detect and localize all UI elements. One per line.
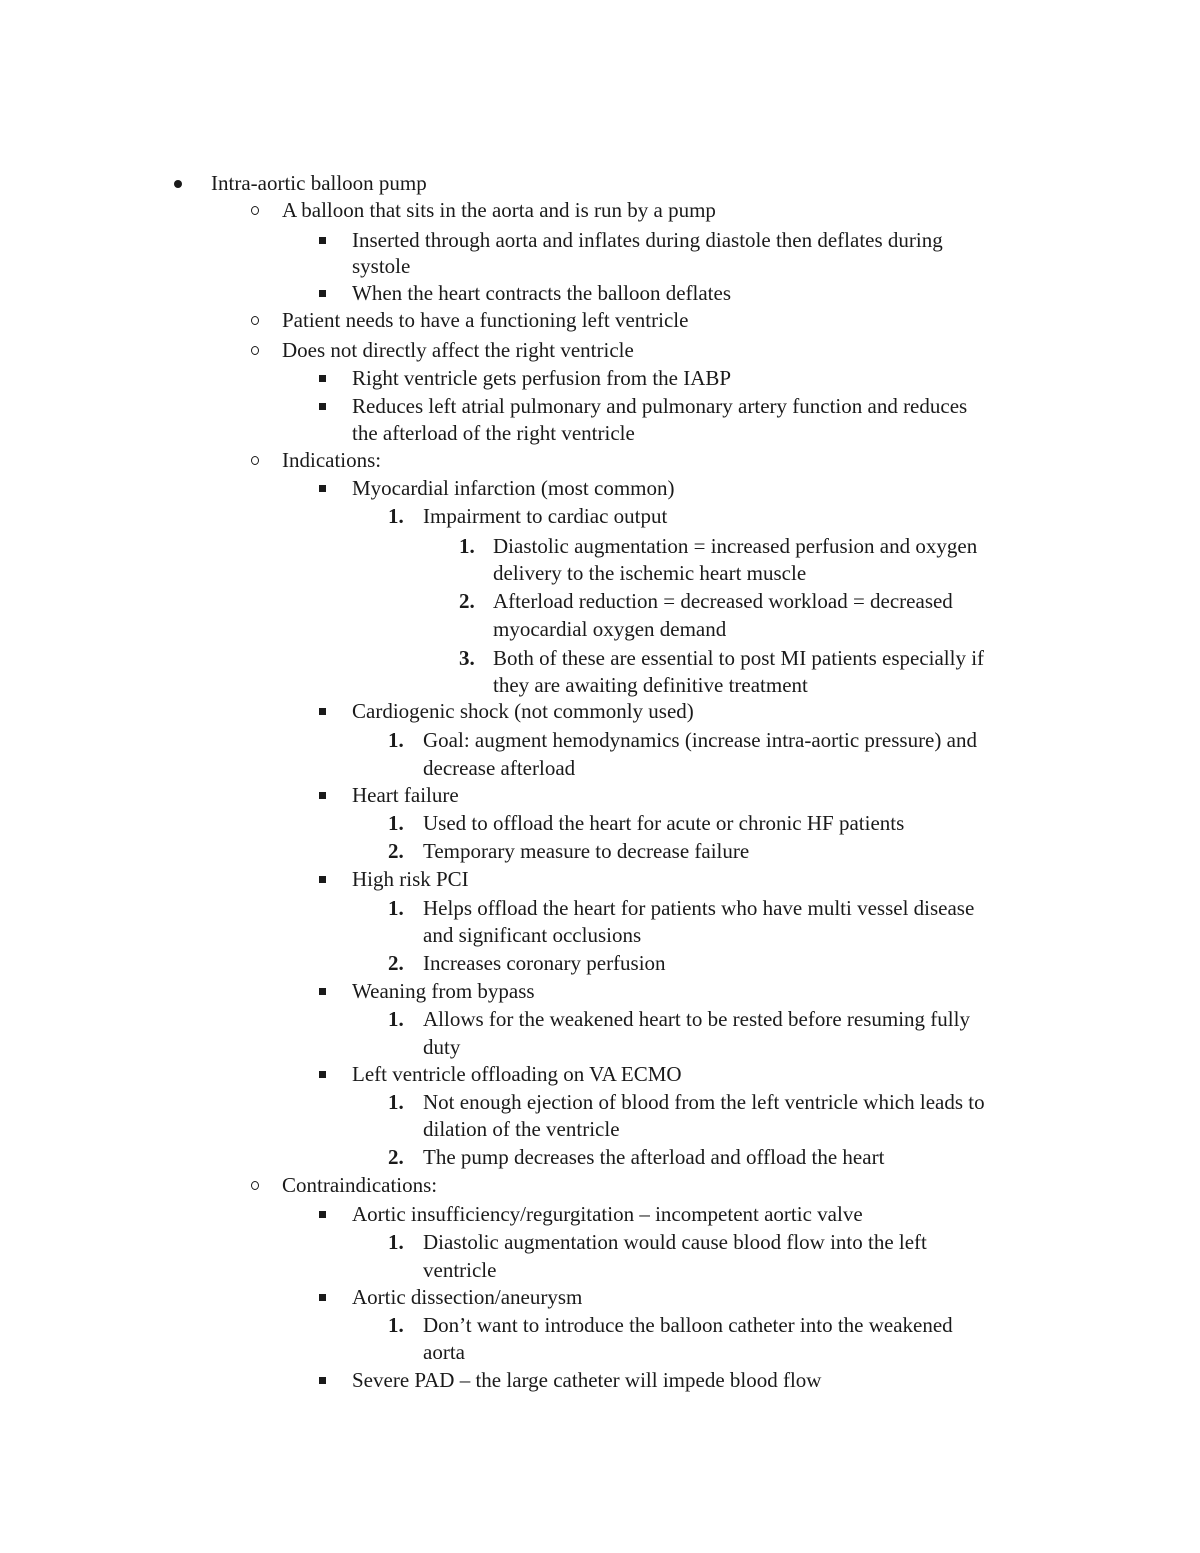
square-bullet-icon xyxy=(319,1071,326,1078)
circle-bullet-icon xyxy=(251,316,259,325)
square-bullet-icon xyxy=(319,237,326,244)
square-bullet-icon xyxy=(319,375,326,382)
circle-bullet-icon xyxy=(251,1181,259,1190)
square-bullet-icon xyxy=(319,1294,326,1301)
square-bullet-icon xyxy=(319,876,326,883)
square-bullet-icon xyxy=(319,1377,326,1384)
square-bullet-icon xyxy=(319,485,326,492)
bullet-icon xyxy=(174,180,182,188)
square-bullet-icon xyxy=(319,708,326,715)
square-bullet-icon xyxy=(319,988,326,995)
circle-bullet-icon xyxy=(251,346,259,355)
square-bullet-icon xyxy=(319,792,326,799)
circle-bullet-icon xyxy=(251,206,259,215)
square-bullet-icon xyxy=(319,290,326,297)
document-page: Intra-aortic balloon pump A balloon that sits in the aorta and is run by a pump Inserted through aorta and inflates during diastole then deflates during systole When the heart contracts the balloon deflates Patient needs to have a functioning left ventricle Does not directly affect the right ventricle Right ventricle gets perfusion from the IABP Reduces left atrial pulmonary and pulmonary artery function and reduces the afterload of the right ventricle Indications: Myocardial infarction (most common) 1. Impairment to cardiac output 1. Diastolic augmentation = increased perfusion and oxygen delivery to the ischemic heart muscle 2. Afterload reduction = decreased workload = decreased myocardial oxygen demand 3. Both of these are essential to post MI patients especially if they are awaiting definitive treatment Cardiogenic shock (not commonly used) 1. Goal: augment hemodynamics (increase intra-aortic pressure) and decrease afterload Heart failure 1. Used to offload the heart for acute or chronic HF patients 2. Temporary measure to decrease failure High risk PCI 1. Helps offload the heart for patients who have multi vessel disease and significant occlusions 2. Increases coronary perfusion Weaning from bypass 1. Allows for the weakened heart to be rested before resuming fully duty Left ventricle offloading on VA ECMO 1. Not enough ejection of blood from the left ventricle which leads to dilation of the ventricle 2. The pump decreases the afterload and offload the heart Contraindications: Aortic insufficiency/regurgitation – incompetent aortic valve 1. Diastolic augmentation would cause blood flow into the left ventricle Aortic dissection/aneurysm 1. Don’t want to introduce the balloon catheter into the weakened aorta Severe PAD – the large catheter will impede blood flow xyxy=(0,0,1200,1553)
square-bullet-icon xyxy=(319,1211,326,1218)
square-bullet-icon xyxy=(319,403,326,410)
circle-bullet-icon xyxy=(251,456,259,465)
